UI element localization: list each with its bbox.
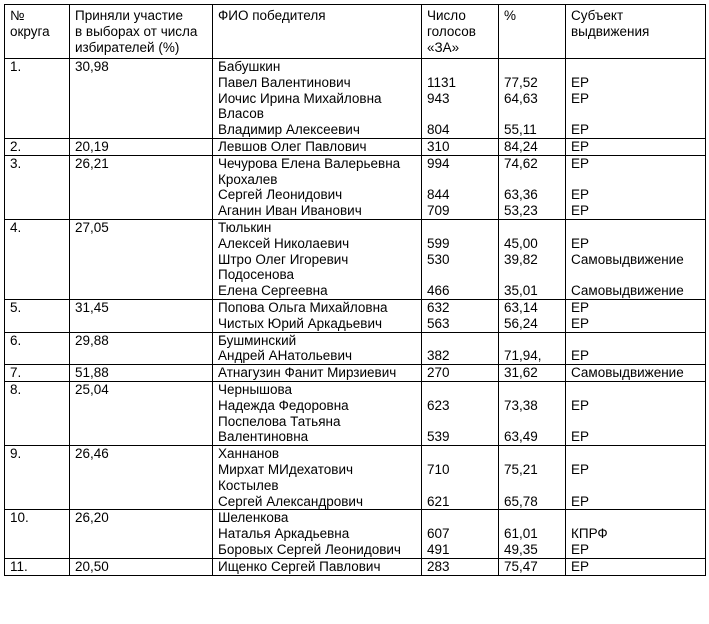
percent-value: 63,36: [504, 187, 538, 203]
winner-name: Аганин Иван Иванович: [218, 203, 362, 219]
votes-value: 491: [427, 541, 450, 557]
winner-name: Чистых Юрий Аркадьевич: [218, 315, 383, 331]
winner-cell: [213, 299, 422, 332]
table-row: [5, 59, 706, 139]
nominator-cell: [566, 558, 706, 575]
district-number: 2.: [10, 138, 22, 154]
district-number: 9.: [10, 446, 22, 462]
winner-cell: [213, 155, 422, 219]
nominator-value: ЕР: [571, 90, 590, 106]
header-turnout: [70, 5, 213, 59]
district-cell: [5, 138, 70, 155]
winner-cell: [213, 558, 422, 575]
nominator-cell: [566, 138, 706, 155]
winner-cell: [213, 59, 422, 139]
district-cell: [5, 446, 70, 510]
blank-line: [504, 414, 560, 430]
winner-name: Поспелова Татьяна: [218, 413, 341, 429]
percent-value: 56,24: [504, 315, 538, 331]
votes-value: 710: [427, 461, 450, 477]
election-results-table: [4, 4, 706, 576]
winner-name: Подосенова: [218, 267, 295, 283]
percent-value: 53,23: [504, 203, 538, 219]
nominator-value: ЕР: [571, 74, 590, 90]
district-number: 3.: [10, 155, 22, 171]
turnout-value: 31,45: [75, 299, 109, 315]
blank-line: [571, 510, 700, 526]
percent-value: 73,38: [504, 397, 538, 413]
district-number: 7.: [10, 365, 22, 381]
percent-value: 77,52: [504, 74, 538, 90]
district-cell: [5, 510, 70, 558]
nominator-value: ЕР: [571, 348, 590, 364]
percent-cell: [499, 365, 566, 382]
percent-value: 31,62: [504, 365, 538, 381]
winner-name: Боровых Сергей Леонидович: [218, 541, 401, 557]
votes-value: 804: [427, 122, 450, 138]
header-nominator: [566, 5, 706, 59]
district-cell: [5, 219, 70, 299]
blank-line: [504, 478, 560, 494]
nominator-value: КПРФ: [571, 526, 608, 542]
percent-value: 63,49: [504, 429, 538, 445]
nominator-cell: [566, 381, 706, 445]
percent-cell: [499, 138, 566, 155]
header-winner: [213, 5, 422, 59]
blank-line: [427, 478, 493, 494]
header-line: «ЗА»: [427, 39, 460, 55]
winner-name: Ищенко Сергей Павлович: [218, 558, 381, 574]
turnout-cell: [70, 138, 213, 155]
percent-value: 64,63: [504, 90, 538, 106]
turnout-cell: [70, 299, 213, 332]
votes-value: 310: [427, 138, 450, 154]
header-line: округа: [10, 23, 50, 39]
winner-name: Андрей АНатольевич: [218, 348, 353, 364]
blank-line: [427, 510, 493, 526]
district-number: 8.: [10, 381, 22, 397]
blank-line: [427, 59, 493, 75]
table-row: [5, 381, 706, 445]
nominator-value: ЕР: [571, 235, 590, 251]
turnout-cell: [70, 446, 213, 510]
blank-line: [504, 267, 560, 283]
district-number: 5.: [10, 299, 22, 315]
blank-line: [504, 220, 560, 236]
winner-cell: [213, 138, 422, 155]
header-line: %: [504, 8, 517, 23]
nominator-value: ЕР: [571, 558, 590, 574]
winner-name: Владимир Алексеевич: [218, 122, 360, 138]
winner-name: Власов: [218, 106, 264, 122]
district-cell: [5, 365, 70, 382]
blank-line: [571, 478, 700, 494]
blank-line: [571, 59, 700, 75]
blank-line: [427, 414, 493, 430]
blank-line: [427, 446, 493, 462]
district-number: 6.: [10, 332, 22, 348]
votes-cell: [422, 138, 499, 155]
blank-line: [427, 382, 493, 398]
district-cell: [5, 299, 70, 332]
table-row: [5, 332, 706, 365]
table-row: [5, 155, 706, 219]
nominator-cell: [566, 510, 706, 558]
header-votes: [422, 5, 499, 59]
votes-value: 539: [427, 429, 450, 445]
turnout-cell: [70, 155, 213, 219]
table-body: [5, 59, 706, 576]
blank-line: [504, 382, 560, 398]
votes-cell: [422, 332, 499, 365]
votes-value: 632: [427, 299, 450, 315]
percent-cell: [499, 219, 566, 299]
winner-name: Елена Сергеевна: [218, 283, 328, 299]
votes-value: 621: [427, 493, 450, 509]
table-row: [5, 138, 706, 155]
votes-value: 530: [427, 251, 450, 267]
blank-line: [571, 220, 700, 236]
winner-name: Ханнанов: [218, 446, 280, 462]
winner-name: Бабушкин: [218, 59, 281, 74]
votes-value: 283: [427, 558, 450, 574]
winner-name: Павел Валентинович: [218, 74, 351, 90]
nominator-value: Самовыдвижение: [571, 365, 684, 381]
percent-cell: [499, 155, 566, 219]
blank-line: [427, 220, 493, 236]
turnout-value: 51,88: [75, 365, 109, 381]
blank-line: [571, 267, 700, 283]
winner-name: Бушминский: [218, 332, 297, 348]
header-line: ФИО победителя: [218, 8, 326, 23]
percent-cell: [499, 299, 566, 332]
turnout-cell: [70, 381, 213, 445]
votes-value: 270: [427, 365, 450, 381]
header-line: голосов: [427, 23, 476, 39]
winner-name: Мирхат МИдехатович: [218, 461, 354, 477]
nominator-value: ЕР: [571, 397, 590, 413]
winner-cell: [213, 332, 422, 365]
winner-name: Сергей Александрович: [218, 493, 363, 509]
percent-cell: [499, 446, 566, 510]
votes-cell: [422, 510, 499, 558]
results-document: [4, 4, 705, 576]
nominator-value: ЕР: [571, 203, 590, 219]
winner-name: Надежда Федоровна: [218, 397, 349, 413]
blank-line: [427, 106, 493, 122]
district-number: 1.: [10, 59, 22, 74]
winner-cell: [213, 446, 422, 510]
turnout-value: 27,05: [75, 219, 109, 235]
winner-name: Попова Ольга Михайловна: [218, 299, 388, 315]
nominator-value: Самовыдвижение: [571, 283, 684, 299]
turnout-cell: [70, 558, 213, 575]
winner-name: Штро Олег Игоревич: [218, 251, 349, 267]
percent-value: 63,14: [504, 299, 538, 315]
percent-cell: [499, 381, 566, 445]
blank-line: [571, 382, 700, 398]
percent-cell: [499, 59, 566, 139]
header-line: Субъект: [571, 8, 624, 23]
votes-value: 994: [427, 155, 450, 171]
header-line: №: [10, 8, 25, 23]
turnout-value: 29,88: [75, 332, 109, 348]
blank-line: [504, 510, 560, 526]
nominator-value: ЕР: [571, 299, 590, 315]
blank-line: [504, 106, 560, 122]
winner-name: Иочис Ирина Михайловна: [218, 90, 382, 106]
blank-line: [571, 414, 700, 430]
votes-cell: [422, 155, 499, 219]
winner-cell: [213, 365, 422, 382]
votes-cell: [422, 558, 499, 575]
votes-cell: [422, 365, 499, 382]
percent-value: 55,11: [504, 122, 537, 138]
header-line: Приняли участие: [75, 8, 183, 23]
percent-value: 35,01: [504, 283, 538, 299]
winner-name: Алексей Николаевич: [218, 235, 350, 251]
votes-value: 466: [427, 283, 450, 299]
blank-line: [504, 59, 560, 75]
winner-name: Наталья Аркадьевна: [218, 526, 350, 542]
percent-value: 45,00: [504, 235, 538, 251]
percent-value: 75,47: [504, 558, 538, 574]
votes-value: 599: [427, 235, 450, 251]
nominator-cell: [566, 59, 706, 139]
table-row: [5, 446, 706, 510]
percent-value: 49,35: [504, 541, 538, 557]
district-cell: [5, 332, 70, 365]
table-row: [5, 219, 706, 299]
nominator-value: ЕР: [571, 429, 590, 445]
winner-name: Атнагузин Фанит Мирзиевич: [218, 365, 397, 381]
turnout-value: 26,20: [75, 510, 109, 526]
nominator-value: Самовыдвижение: [571, 251, 684, 267]
nominator-cell: [566, 299, 706, 332]
percent-cell: [499, 510, 566, 558]
turnout-cell: [70, 365, 213, 382]
percent-cell: [499, 332, 566, 365]
blank-line: [571, 333, 700, 349]
nominator-cell: [566, 446, 706, 510]
percent-value: 84,24: [504, 138, 538, 154]
percent-value: 65,78: [504, 493, 538, 509]
turnout-value: 25,04: [75, 381, 109, 397]
blank-line: [504, 333, 560, 349]
header-line: Число: [427, 8, 466, 23]
district-number: 4.: [10, 219, 22, 235]
blank-line: [427, 333, 493, 349]
votes-value: 1131: [427, 74, 457, 90]
percent-value: 75,21: [504, 461, 538, 477]
blank-line: [504, 446, 560, 462]
district-cell: [5, 59, 70, 139]
turnout-cell: [70, 332, 213, 365]
district-number: 10.: [10, 510, 29, 526]
turnout-cell: [70, 219, 213, 299]
blank-line: [427, 172, 493, 188]
winner-cell: [213, 510, 422, 558]
votes-cell: [422, 299, 499, 332]
header-line: в выборах от числа: [75, 23, 198, 39]
turnout-value: 26,21: [75, 155, 109, 171]
winner-name: Валентиновна: [218, 429, 309, 445]
votes-cell: [422, 59, 499, 139]
winner-name: Крохалев: [218, 171, 278, 187]
winner-name: Сергей Леонидович: [218, 187, 343, 203]
header-percent: [499, 5, 566, 59]
nominator-cell: [566, 219, 706, 299]
votes-cell: [422, 219, 499, 299]
header-line: избирателей (%): [75, 39, 180, 55]
nominator-value: ЕР: [571, 493, 590, 509]
nominator-value: ЕР: [571, 138, 590, 154]
blank-line: [504, 172, 560, 188]
votes-value: 563: [427, 315, 450, 331]
percent-cell: [499, 558, 566, 575]
district-cell: [5, 155, 70, 219]
table-row: [5, 558, 706, 575]
percent-value: 61,01: [504, 526, 538, 542]
winner-name: Левшов Олег Павлович: [218, 138, 367, 154]
votes-value: 623: [427, 397, 450, 413]
votes-value: 607: [427, 526, 450, 542]
percent-value: 74,62: [504, 155, 538, 171]
turnout-value: 26,46: [75, 446, 109, 462]
votes-value: 382: [427, 348, 450, 364]
winner-name: Чечурова Елена Валерьевна: [218, 155, 401, 171]
district-cell: [5, 381, 70, 445]
nominator-value: ЕР: [571, 315, 590, 331]
nominator-value: ЕР: [571, 541, 590, 557]
winner-cell: [213, 219, 422, 299]
turnout-value: 20,50: [75, 558, 109, 574]
blank-line: [571, 106, 700, 122]
nominator-value: ЕР: [571, 461, 590, 477]
district-number: 11.: [10, 558, 28, 574]
nominator-value: ЕР: [571, 122, 590, 138]
header-district: [5, 5, 70, 59]
turnout-cell: [70, 510, 213, 558]
votes-cell: [422, 381, 499, 445]
votes-cell: [422, 446, 499, 510]
percent-value: 71,94,: [504, 348, 542, 364]
percent-value: 39,82: [504, 251, 538, 267]
votes-value: 844: [427, 187, 450, 203]
header-row: [5, 5, 706, 59]
table-row: [5, 299, 706, 332]
votes-value: 709: [427, 203, 450, 219]
winner-name: Костылев: [218, 477, 279, 493]
winner-name: Тюлькин: [218, 219, 272, 235]
table-row: [5, 365, 706, 382]
nominator-cell: [566, 365, 706, 382]
turnout-value: 20,19: [75, 138, 109, 154]
header-line: выдвижения: [571, 23, 650, 39]
nominator-cell: [566, 155, 706, 219]
winner-cell: [213, 381, 422, 445]
nominator-value: ЕР: [571, 187, 590, 203]
turnout-value: 30,98: [75, 59, 109, 74]
table-row: [5, 510, 706, 558]
nominator-value: ЕР: [571, 155, 590, 171]
votes-value: 943: [427, 90, 450, 106]
winner-name: Шеленкова: [218, 510, 289, 526]
winner-name: Чернышова: [218, 381, 293, 397]
blank-line: [571, 446, 700, 462]
blank-line: [571, 172, 700, 188]
district-cell: [5, 558, 70, 575]
turnout-cell: [70, 59, 213, 139]
nominator-cell: [566, 332, 706, 365]
blank-line: [427, 267, 493, 283]
